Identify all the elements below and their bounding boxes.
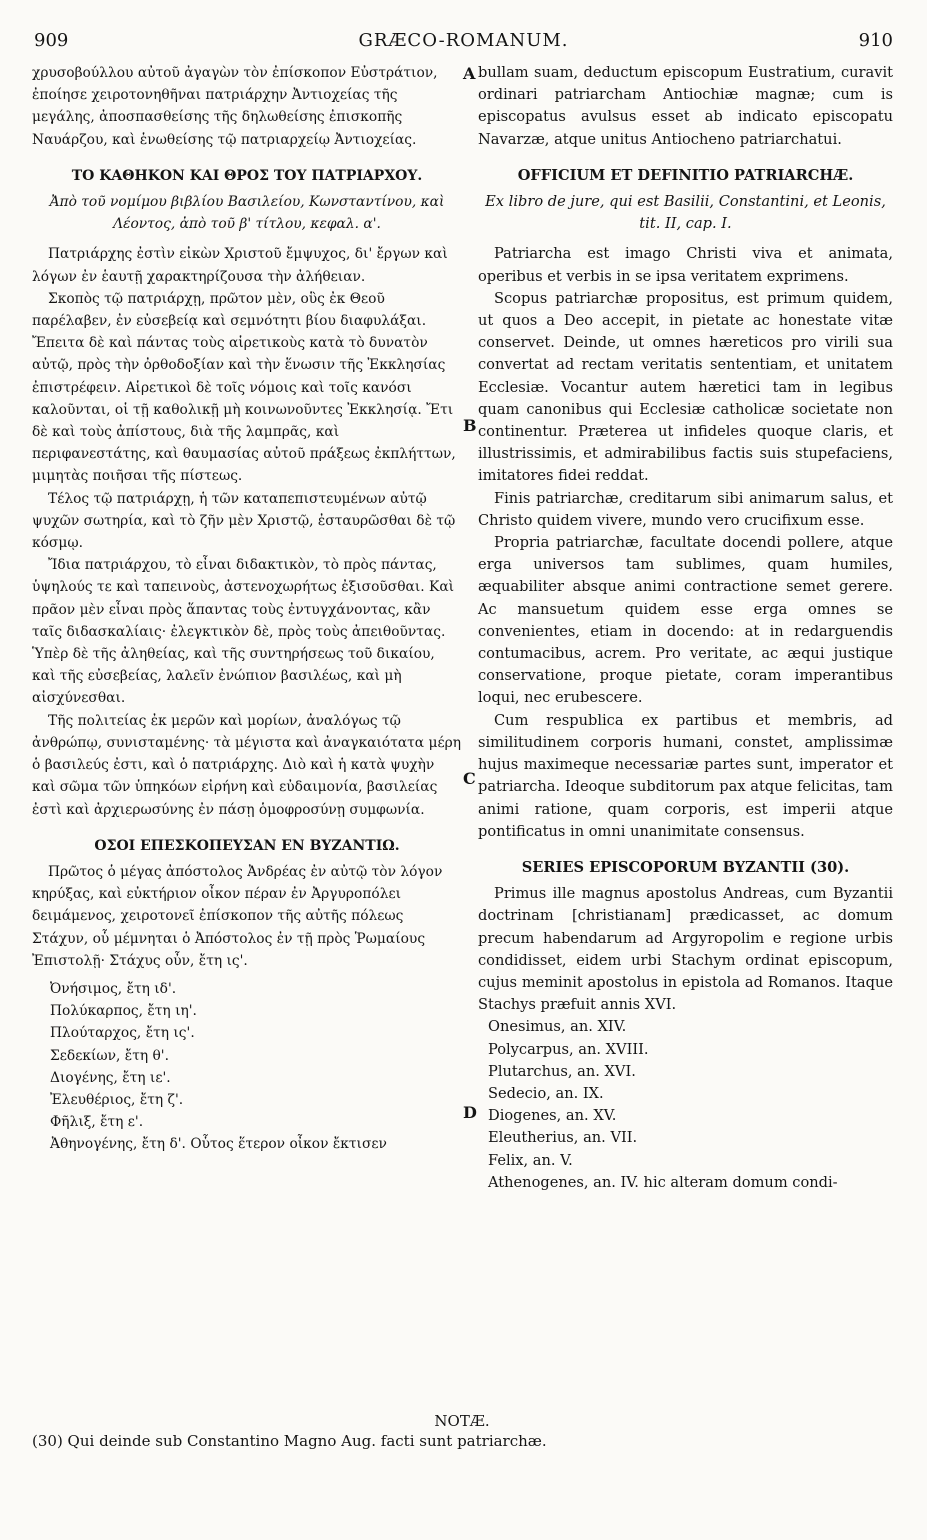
list-item: Ὀνήσιμος, ἔτη ιδ'. — [50, 980, 177, 997]
list-item: Διογένης, ἔτη ιε'. — [50, 1069, 171, 1086]
list-item: Athenogenes, an. IV. hic alteram domum condi- — [488, 1173, 838, 1191]
notes-title: NOTÆ. — [434, 1412, 490, 1430]
list-item: Ἀθηνογένης, ἔτη δ'. Οὗτος ἕτερον οἶκον ἔκτισεν — [50, 1136, 387, 1153]
running-title: GRÆCO-ROMANUM. — [358, 30, 569, 51]
greek-section-title-2: ΟΣΟΙ ΕΠΕΣΚΟΠΕΥΣΑΝ ΕΝ ΒΥΖΑΝΤΙΩ. — [94, 837, 400, 854]
list-item: Eleutherius, an. VII. — [488, 1129, 638, 1147]
greek-paragraph-3: Τέλος τῷ πατριάρχῃ, ἡ τῶν καταπεπιστευμένων αὐτῷ ψυχῶν σωτηρία, καὶ τὸ ζῆν μὲν Χριστῷ, ἐσταυρῶσθαι δὲ τῷ κόσμῳ. — [32, 490, 456, 552]
greek-paragraph-2: Σκοπὸς τῷ πατριάρχῃ, πρῶτον μὲν, οὓς ἐκ Θεοῦ παρέλαβεν, ἐν εὐσεβείᾳ καὶ σεμνότητι βίου διαφυλάξαι. Ἔπειτα δὲ καὶ πάντας τοὺς αἱρετικοὺς κατὰ τὸ δυνατὸν αὐτῷ, πρὸς τὴν ὀρθοδοξίαν καὶ τὴν ἕνωσιν τῆς Ἐκκλησίας ἐπιστρέφειν. Αἱρετικοὶ δὲ τοῖς νόμοις καὶ τοῖς κανόσι καλοῦνται, οἱ τῇ καθολικῇ μὴ κοινωνοῦντες Ἐκκλησίᾳ. Ἔτι δὲ καὶ τοὺς ἀπίστους, διὰ τῆς λαμπρᾶς, καὶ περιφανεστάτης, καὶ θαυμασίας αὐτοῦ πράξεως ἐκπλήττων, μιμητὰς ποιῆσαι τῆς πίστεως. — [32, 290, 456, 485]
greek-section-title-1: ΤΟ ΚΑΘΗΚΟΝ ΚΑΙ ΘΡΟΣ ΤΟΥ ΠΑΤΡΙΑΡΧΟΥ. — [71, 167, 423, 184]
list-item: Πλούταρχος, ἔτη ις'. — [50, 1025, 195, 1042]
footnotes — [32, 1412, 892, 1450]
latin-intro: bullam suam, deductum episcopum Eustratium, curavit ordinari patriarcham Antiochiæ magnæ; cum is episcopatus avulsus esset ab indicato episcopatu Navarzæ, atque unitus Antiocheno patriarchatui. — [478, 64, 893, 148]
latin-bishop-list — [478, 1016, 893, 1194]
list-item: Πολύκαρπος, ἔτη ιη'. — [50, 1003, 197, 1020]
greek-paragraph-6: Πρῶτος ὁ μέγας ἀπόστολος Ἀνδρέας ἐν αὐτῷ τὸν λόγον κηρύξας, καὶ εὐκτήριον οἶκον πέραν ἐν Ἀργυροπόλει δειμάμενος, χειροτονεῖ ἐπίσκοπον τῆς αὐτῆς πόλεως Στάχυν, οὗ μέμνηται ὁ Ἀπόστολος ἐν τῇ πρὸς Ῥωμαίους Ἐπιστολῇ· Στάχυς οὖν, ἔτη ις'. — [32, 863, 443, 969]
margin-marker-a: A — [463, 64, 476, 83]
latin-paragraph-4: Propria patriarchæ, facultate docendi pollere, atque erga universos tam sublimes, quam humiles, æquabiliter absque animi contractione semet gerere. Ac mansuetum quidem esse erga omnes se convenientes, etiam in docendo: at in redarguendis contumacibus, acrem. Pro veritate, ac æqui justique conservatione, proque pietate, coram imperantibus loqui, nec erubescere. — [478, 534, 893, 707]
latin-paragraph-6: Primus ille magnus apostolus Andreas, cum Byzantii doctrinam [christianam] prædicasset, ac domum precum habendarum ad Argyropolim e regione urbis condidisset, eidem urbi Stachym ordinat episcopum, cujus meminit apostolus in epistola ad Romanos. Itaque Stachys præfuit annis XVI. — [478, 885, 893, 1014]
greek-intro: χρυσοβούλλου αὐτοῦ ἀγαγὼν τὸν ἐπίσκοπον Εὐστράτιον, ἐποίησε χειροτονηθῆναι πατριάρχην Ἀντιοχείας τῆς μεγάλης, ἀποσπασθείσης τῆς δηλωθείσης ἐπισκοπῆς Ναυάρζου, καὶ ἑνωθείσης τῷ πατριαρχείῳ Ἀντιοχείας. — [32, 65, 438, 148]
latin-paragraph-2: Scopus patriarchæ propositus, est primum quidem, ut quos a Deo accepit, in pietate ac honestate vitæ conservet. Deinde, ut omnes hæreticos pro virili sua convertat ad rectam veritatis sententiam, et unitatem Ecclesiæ. Vocantur autem hæretici tam in legibus quam canonibus qui Ecclesiæ catholicæ societate non continentur. Præterea ut infideles quoque claris, et illustrissimis, et admirabilibus factis suis stupefaciens, imitatores fidei reddat. — [478, 289, 893, 485]
margin-marker-c: C — [463, 769, 476, 788]
list-item: Diogenes, an. XV. — [488, 1107, 617, 1125]
margin-marker-b: B — [463, 416, 477, 435]
latin-section-title-1: OFFICIUM ET DEFINITIO PATRIARCHÆ. — [517, 166, 854, 184]
latin-paragraph-1: Patriarcha est imago Christi viva et animata, operibus et verbis in se ipsa veritatem exprimens. — [478, 245, 893, 285]
list-item: Φῆλιξ, ἔτη ε'. — [50, 1114, 144, 1131]
greek-source-note: Ἀπὸ τοῦ νομίμου βιβλίου Βασιλείου, Κωνσταντίνου, καὶ Λέοντος, ἀπὸ τοῦ β' τίτλου, κεφαλ. α'. — [49, 194, 445, 233]
margin-marker-d: D — [463, 1103, 477, 1122]
greek-column — [32, 62, 462, 1156]
latin-section-title-2: SERIES EPISCOPORUM BYZANTII (30). — [521, 858, 850, 876]
list-item: Felix, an. V. — [488, 1151, 573, 1169]
list-item: Polycarpus, an. XVIII. — [488, 1040, 649, 1058]
latin-column — [478, 62, 893, 1194]
page-number-left: 909 — [34, 30, 69, 51]
page-number-right: 910 — [858, 30, 893, 51]
list-item: Plutarchus, an. XVI. — [488, 1062, 636, 1080]
latin-source-note: Ex libro de jure, qui est Basilii, Constantini, et Leonis, tit. II, cap. I. — [485, 193, 886, 233]
greek-bishop-list — [32, 978, 462, 1156]
greek-paragraph-1: Πατριάρχης ἐστὶν εἰκὼν Χριστοῦ ἔμψυχος, δι' ἔργων καὶ λόγων ἐν ἑαυτῇ χαρακτηρίζουσα τὴν ἀλήθειαν. — [32, 246, 448, 285]
list-item: Σεδεκίων, ἔτη θ'. — [50, 1047, 169, 1064]
latin-paragraph-3: Finis patriarchæ, creditarum sibi animarum salus, et Christo quidem vivere, mundo vero crucifixum esse. — [478, 489, 893, 529]
greek-paragraph-5: Τῆς πολιτείας ἐκ μερῶν καὶ μορίων, ἀναλόγως τῷ ἀνθρώπῳ, συνισταμένης· τὰ μέγιστα καὶ ἀναγκαιότατα μέρη ὁ βασιλεύς ἐστι, καὶ ὁ πατριάρχης. Διὸ καὶ ἡ κατὰ ψυχὴν καὶ σῶμα τῶν ὑπηκόων εἰρήνη καὶ εὐδαιμονία, βασιλείας ἐστὶ καὶ ἀρχιερωσύνης ἐν πάσῃ ὁμοφροσύνῃ συμφωνία. — [32, 712, 461, 818]
list-item: Ἐλευθέριος, ἔτη ζ'. — [50, 1091, 184, 1108]
list-item: Onesimus, an. XIV. — [488, 1018, 627, 1036]
list-item: Sedecio, an. IX. — [488, 1084, 604, 1102]
greek-paragraph-4: Ἴδια πατριάρχου, τὸ εἶναι διδακτικὸν, τὸ πρὸς πάντας, ὑψηλούς τε καὶ ταπεινοὺς, ἀστενοχωρήτως ἐξισοῦσθαι. Καὶ πρᾶον μὲν εἶναι πρὸς ἅπαντας τοὺς ἐντυγχάνοντας, κἂν ταῖς διδασκαλίαις· ἐλεγκτικὸν δὲ, πρὸς τοὺς ἀπειθοῦντας. Ὑπὲρ δὲ τῆς ἀληθείας, καὶ τῆς συντηρήσεως τοῦ δικαίου, καὶ τῆς εὐσεβείας, λαλεῖν ἐνώπιον βασιλέως, καὶ μὴ αἰσχύνεσθαι. — [32, 557, 455, 707]
latin-paragraph-5: Cum respublica ex partibus et membris, ad similitudinem corporis humani, constet, amplissimæ hujus maximeque necessariæ partes sunt, imperator et patriarcha. Ideoque subditorum pax atque felicitas, tam animi ratione, quam corporis, est imperii atque pontificatus in omni unanimitate consensus. — [478, 711, 893, 840]
footnote-30: (30) Qui deinde sub Constantino Magno Aug. facti sunt patriarchæ. — [32, 1432, 547, 1450]
